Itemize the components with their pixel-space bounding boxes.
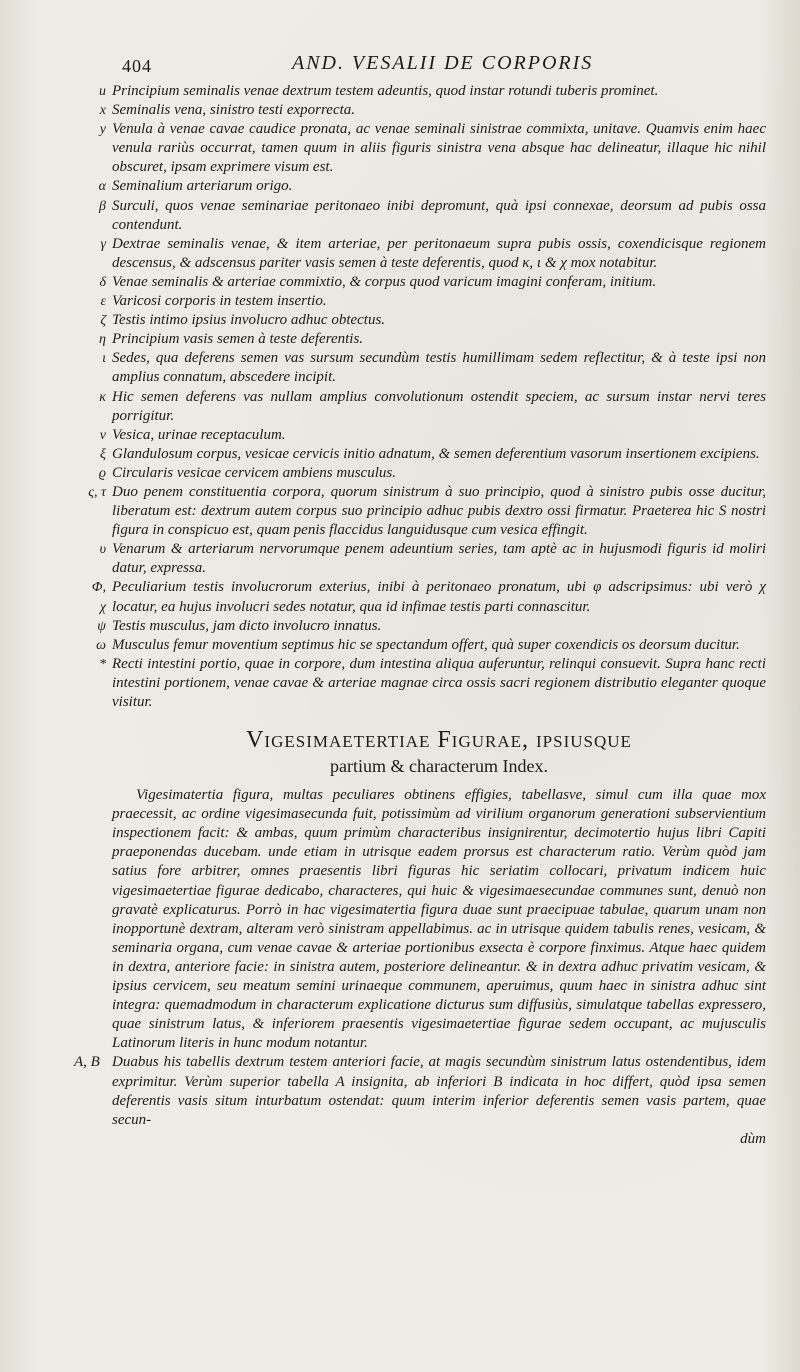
index-text: Principium seminalis venae dextrum testem adeuntis, quod instar rotundi tuberis prominet. bbox=[112, 83, 659, 99]
index-symbol: ξ bbox=[100, 446, 106, 462]
index-text: Surculi, quos venae seminariae peritonaeo inibi depromunt, quà ipsi connexae, deorsum ad pubis ossa contendunt. bbox=[112, 197, 766, 233]
index-symbol: ζ bbox=[100, 313, 106, 329]
index-symbol: y bbox=[99, 122, 106, 138]
index-text: Sedes, qua deferens semen vas sursum secundùm testis humillimam sedem reflectitur, & à teste ipsi non amplius connatum, abscedere incipit. bbox=[112, 350, 766, 386]
index-symbol: ϱ bbox=[98, 465, 106, 481]
index-entry bbox=[100, 235, 766, 273]
index-symbol: γ bbox=[100, 236, 106, 252]
index-entry bbox=[100, 445, 766, 464]
index-symbol: * bbox=[99, 656, 106, 672]
index-entry bbox=[99, 101, 766, 120]
index-symbol: δ bbox=[99, 274, 106, 290]
index-symbol: A, B bbox=[74, 1054, 100, 1071]
index-symbol: α bbox=[98, 179, 106, 195]
index-entry bbox=[99, 82, 766, 101]
index-entry bbox=[99, 540, 766, 578]
index-text: Venae seminalis & arteriae commixtio, & corpus quod varicum imagini conferam, initium. bbox=[112, 273, 657, 290]
index-text: Vesica, urinae receptaculum. bbox=[112, 426, 286, 443]
index-text: Testis intimo ipsius involucro adhuc obtectus. bbox=[112, 312, 386, 329]
index-text: Peculiarium testis involucrorum exterius, inibi à peritonaeo pronatum, ubi φ adscripsimus: ubi verò χ locatur, ea hujus involucri sedes notatur, qua id infimae testis parti connascitur. bbox=[112, 579, 766, 615]
index-entry bbox=[99, 426, 766, 445]
index-entry bbox=[102, 349, 766, 387]
index-text: Testis musculus, jam dicto involucro innatus. bbox=[112, 617, 382, 634]
index-symbol: x bbox=[99, 103, 106, 119]
index-symbol: υ bbox=[99, 542, 106, 558]
index-entry bbox=[91, 578, 766, 616]
running-head: AND. VESALII DE CORPORIS bbox=[292, 52, 594, 74]
index-text: Glandulosum corpus, vesicae cervicis initio adnatum, & semen deferentium vasorum insertionem excipiens. bbox=[112, 445, 760, 462]
index-entry bbox=[98, 464, 766, 483]
index-symbol: ς, τ bbox=[88, 484, 106, 500]
index-entry bbox=[96, 636, 766, 655]
index-symbol: ν bbox=[99, 427, 106, 443]
index-text: Venula à venae cavae caudice pronata, ac venae seminali sinistrae commixta, unitave. Quamvis enim haec venula rariùs occurrat, tamen quum in aliis figuris sinistra vena absque hac delineatur, illaque hic nihil obscuret, ipsam exprimere visum est. bbox=[112, 121, 766, 176]
index-entry-ab bbox=[74, 1053, 766, 1129]
index-text: Varicosi corporis in testem insertio. bbox=[112, 293, 327, 310]
index-text: Circularis vesicae cervicem ambiens musculus. bbox=[112, 464, 396, 481]
section-paragraph: Vigesimatertia figura, multas peculiares obtinens effigies, tabellasve, simul cum illa quae mox praecessit, ac ordine vigesimasecunda fuit, potissimùm ad virilium organorum generationi subservientium inspectionem facit: & ambas, quum primùm characteribus insignirentur, decimotertio hujus libri Capiti praeponendas ducebam. unde etiam in utrisque eadem prorsus est characterum ratio. Verùm quòd jam satius fore arbitrer, omnes praesentis libri figuras hic seriatim collocari, privatum indicem huic vigesimaetertiae figurae dedicabo, characteres, qui huic & vigesimaesecundae communes sunt, denuò non gravatè explicaturus. Porrò in hac vigesimatertia figura duae sunt praecipuae tabulae, quarum unam non inopportunè dextram, alteram verò sinistram appellabimus. ac in utrisque quidem tabulis renes, vesicam, & seminaria organa, cum venae cavae & arteriae portionibus exsecta è corpore finximus. Atque haec quidem in dextra, anteriore facie: in sinistra autem, posteriore delineantur. & in dextra adhuc privatim vesicam, & ipsius cervicem, seu meatum semini urinaeque communem, aperuimus, quum haec in sinistra adhuc sint integra: quemadmodum in characterum explicatione dicturus sum diffusiùs, simulatque tabellas expressero, quae sinistrum latus, & inferiorem praesentis vigesimaetertiae figurae sedem occupant, ac mujusculis Latinorum literis in hunc modum notantur. bbox=[112, 787, 766, 1052]
index-entry bbox=[99, 655, 766, 712]
index-symbol: Φ, χ bbox=[91, 580, 106, 615]
index-symbol: ω bbox=[96, 637, 106, 653]
index-text: Seminalium arteriarum origo. bbox=[112, 178, 293, 195]
index-symbol: u bbox=[99, 84, 106, 99]
page-header bbox=[112, 48, 766, 82]
section-subtitle: partium & characterum Index. bbox=[330, 756, 548, 777]
index-entry bbox=[100, 292, 766, 311]
index-symbol: ψ bbox=[97, 618, 106, 634]
index-text: Dextrae seminalis venae, & item arteriae, per peritonaeum supra pubis ossis, coxendicisque regionem descensus, & adscensus pariter vasis semen à teste deferentis, quod κ, ι & χ mox notabitur. bbox=[112, 235, 766, 271]
index-text: Seminalis vena, sinistro testi exporrecta. bbox=[112, 102, 356, 119]
index-entry bbox=[98, 177, 766, 196]
index-entry bbox=[99, 273, 766, 292]
index-entry bbox=[99, 330, 766, 349]
index-symbol: ε bbox=[100, 294, 106, 310]
index-text: Principium vasis semen à teste deferentis. bbox=[112, 331, 364, 348]
index-text: Hic semen deferens vas nullam amplius convolutionum ostendit speciem, ac sursum instar nervi teres porrigitur. bbox=[112, 388, 766, 424]
page-number: 404 bbox=[122, 56, 152, 76]
index-text: Musculus femur moventium septimus hic se spectandum offert, quà super coxendicis os deorsum ducitur. bbox=[112, 636, 740, 653]
index-text: Duabus his tabellis dextrum testem anteriori facie, at magis secundùm sinistrum latus ostendentibus, idem exprimitur. Verùm superior tabella A insignita, ab inferiori B indicata in hoc differt, quòd ipsa semen deferentis vasis situm inturbatum ostendat: quum interim inferior deferentis semen vasis partem, quae secun- bbox=[112, 1054, 766, 1128]
index-entry bbox=[97, 617, 766, 636]
index-symbol: η bbox=[99, 332, 106, 348]
index-entry bbox=[99, 388, 766, 426]
index-symbol: β bbox=[99, 198, 106, 214]
index-symbol: ι bbox=[102, 351, 106, 367]
index-text: Recti intestini portio, quae in corpore, dum intestina aliqua auferuntur, relinqui consuevit. Supra hanc recti intestini portionem, venae cavae & arteriae magnae circa ossis sacri regionem distributio eleganter quoque visitur. bbox=[112, 655, 766, 710]
index-text: Venarum & arteriarum nervorumque penem adeuntium series, tam aptè ac in hujusmodi figuris id moliri datur, expressa. bbox=[112, 541, 766, 577]
section-title: Vigesimaetertiae Figurae, ipsiusque bbox=[246, 727, 632, 754]
index-text: Duo penem constituentia corpora, quorum sinistrum à suo principio, quod à sinistro pubis osse ducitur, liberatum est: dextrum autem corpus suo principio adhuc pubis dextro ossi firmatur. Praeterea hic S nostri figura in conspicuo est, quam penis flaccidus languidusque cum vesica effingit. bbox=[112, 483, 766, 539]
index-entry bbox=[88, 483, 766, 540]
catchword: dùm bbox=[740, 1130, 766, 1147]
index-entry bbox=[99, 197, 766, 235]
character-index-list bbox=[88, 82, 766, 712]
index-symbol: κ bbox=[99, 389, 106, 405]
index-entry bbox=[99, 120, 766, 177]
index-entry bbox=[100, 311, 766, 330]
